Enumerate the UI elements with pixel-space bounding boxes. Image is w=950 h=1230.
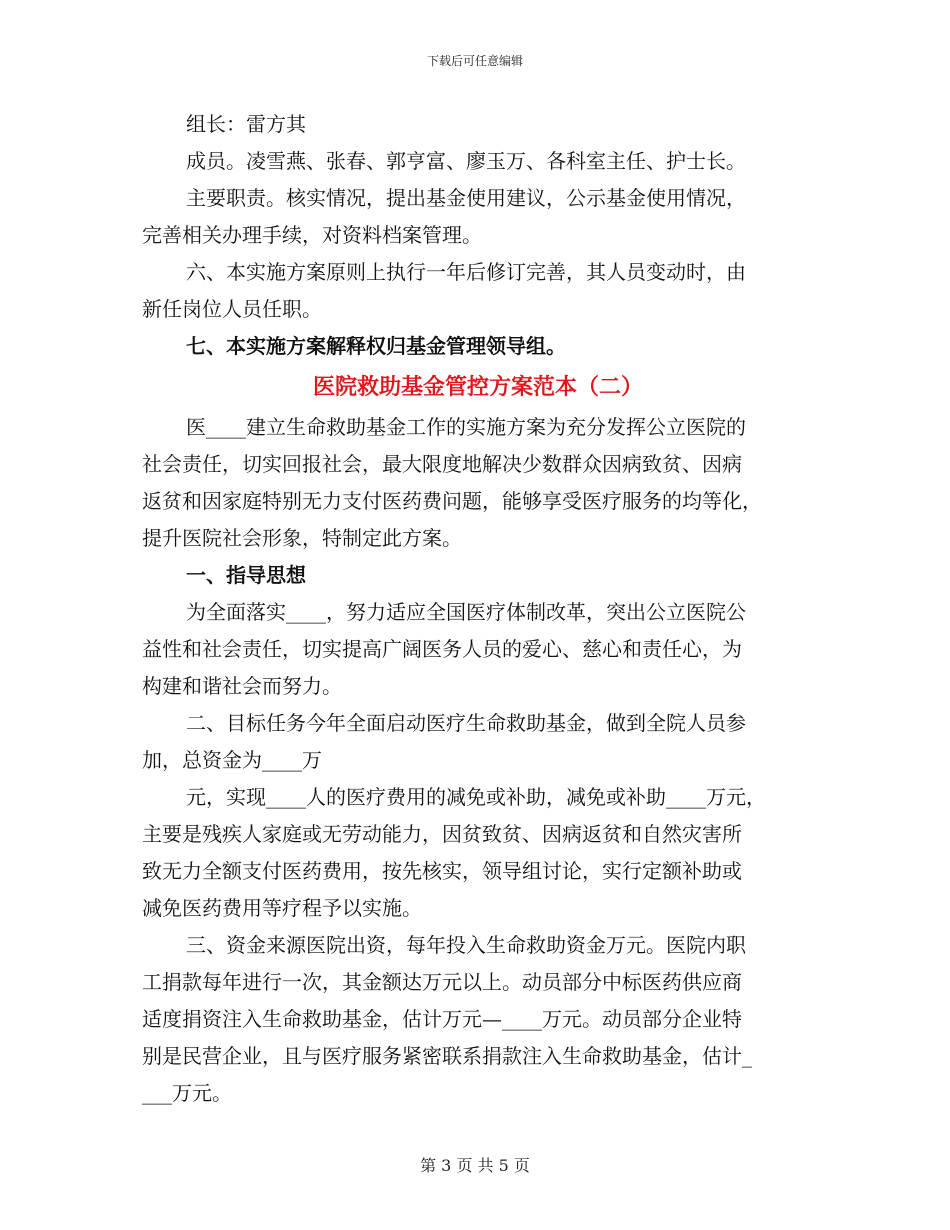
intro-line-4: 提升医院社会形象，特制定此方案。: [142, 526, 462, 550]
section3-line-5: ___万元。: [142, 1081, 232, 1105]
intro-line-2: 社会责任，切实回报社会，最大限度地解决少数群众因病致贫、因病: [142, 452, 742, 476]
section1-line-3: 构建和谐社会而努力。: [142, 674, 342, 698]
section2-line-2: 加，总资金为____万: [142, 748, 322, 772]
section2-line-1: 二、目标任务今年全面启动医疗生命救助基金，做到全院人员参: [186, 711, 746, 735]
duties-line-1: 主要职责。核实情况，提出基金使用建议，公示基金使用情况，: [186, 186, 746, 210]
document-title: 医院救助基金管控方案范本（二）: [312, 374, 643, 400]
section1-line-1: 为全面落实____，努力适应全国医疗体制改革，突出公立医院公: [186, 600, 746, 624]
intro-line-3: 返贫和因家庭特别无力支付医药费问题，能够享受医疗服务的均等化，: [142, 489, 762, 513]
section1-heading: 一、指导思想: [186, 563, 306, 587]
page-header: 下载后可任意编辑: [426, 54, 523, 68]
page-footer: 第 3 页 共 5 页: [420, 1156, 530, 1175]
leader-line: 组长：雷方其: [186, 112, 306, 136]
section2-line-5: 致无力全额支付医药费用，按先核实，领导组讨论，实行定额补助或: [142, 859, 742, 883]
section1-line-2: 益性和社会责任，切实提高广阔医务人员的爱心、慈心和责任心，为: [142, 637, 742, 661]
item6-line-1: 六、本实施方案原则上执行一年后修订完善，其人员变动时，由: [186, 260, 746, 284]
section2-line-3: 元，实现____人的医疗费用的减免或补助，减免或补助____万元，: [186, 785, 766, 809]
section2-line-4: 主要是残疾人家庭或无劳动能力，因贫致贫、因病返贫和自然灾害所: [142, 822, 742, 846]
document-body: [142, 106, 814, 1112]
intro-line-1: 医____建立生命救助基金工作的实施方案为充分发挥公立医院的: [186, 415, 746, 439]
duties-line-2: 完善相关办理手续，对资料档案管理。: [142, 223, 482, 247]
section3-line-1: 三、资金来源医院出资，每年投入生命救助资金万元。医院内职: [186, 933, 746, 957]
section3-line-4: 别是民营企业，且与医疗服务紧密联系捐款注入生命救助基金，估计_: [142, 1044, 752, 1068]
item7-line: 七、本实施方案解释权归基金管理领导组。: [186, 334, 566, 358]
item6-line-2: 新任岗位人员任职。: [142, 297, 322, 321]
section3-line-3: 适度捐资注入生命救助基金，估计万元—____万元。动员部分企业特: [142, 1007, 742, 1031]
section3-line-2: 工捐款每年进行一次，其金额达万元以上。动员部分中标医药供应商: [142, 970, 742, 994]
members-line: 成员。凌雪燕、张春、郭亨富、廖玉万、各科室主任、护士长。: [186, 149, 746, 173]
section2-line-6: 减免医药费用等疗程予以实施。: [142, 896, 422, 920]
